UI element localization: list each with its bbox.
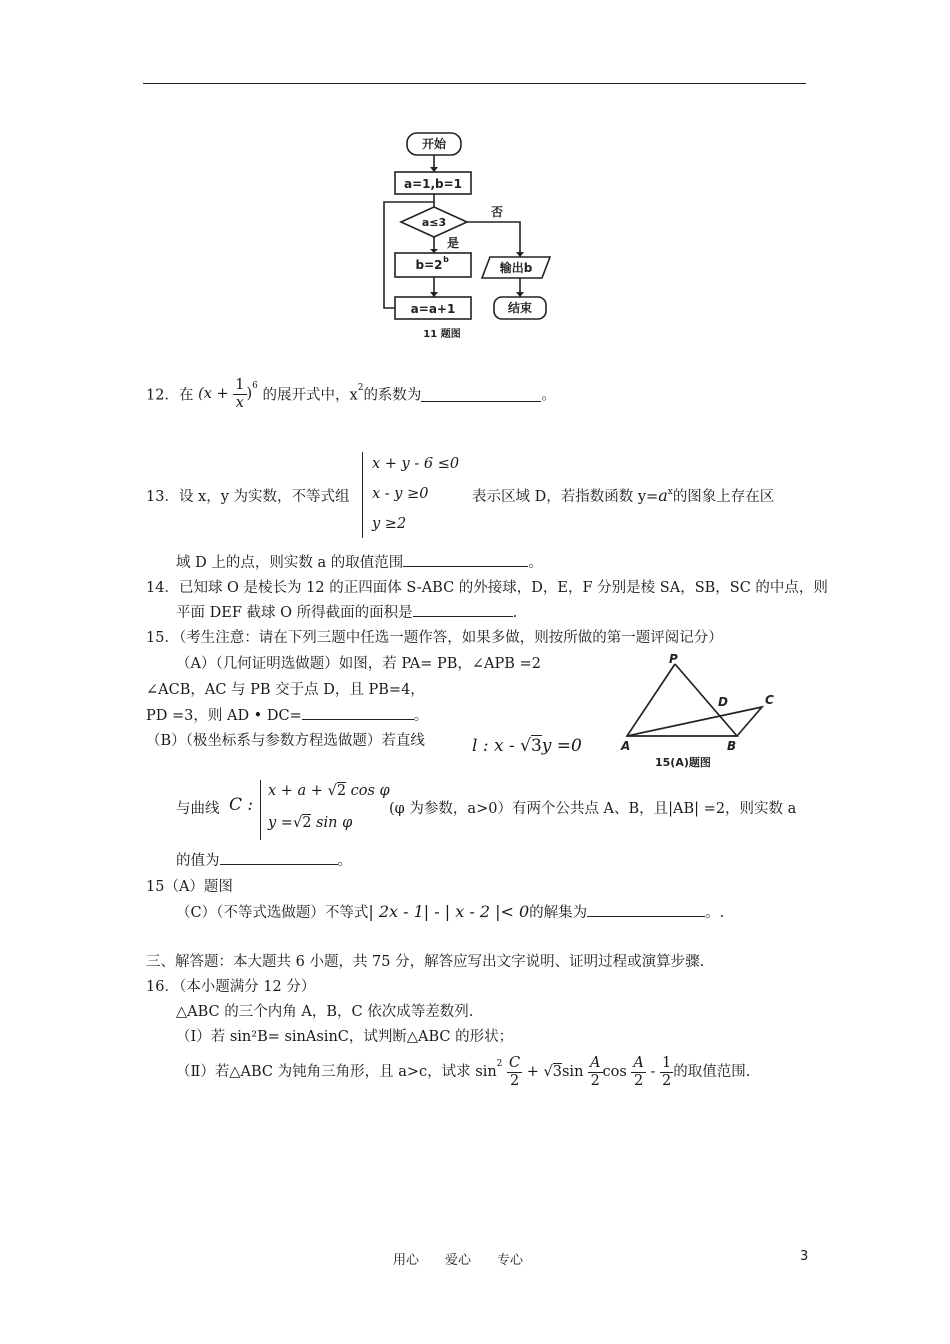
q14-line2 <box>176 601 517 622</box>
q13-base: a <box>658 486 668 505</box>
q16-line1: △ABC 的三个内角 A，B，C 依次成等差数列. <box>176 1004 474 1020</box>
q13-line2-end: 。 <box>528 555 543 571</box>
q13-ineq3: y ≥2 <box>372 516 407 532</box>
q13-lead: 13．设 x，y 为实数，不等式组 <box>146 489 350 505</box>
flow-caption: 11 题图 <box>423 329 461 340</box>
q16-rad: 3 <box>552 1064 562 1080</box>
q16-plus: + <box>526 1064 539 1080</box>
q15-b1-line-eq: l : x - √3y =0 <box>472 736 582 756</box>
q15-b2-tail: (φ 为参数，a>0）有两个公共点 A、B，且|AB| =2，则实数 a <box>389 801 797 817</box>
q15-line-eq-lead: l : x - <box>472 736 515 756</box>
q13-system-brace <box>362 452 369 538</box>
q12-exp: 6 <box>252 381 258 392</box>
q16-part1: （Ⅰ）若 sin²B= sinAsinC，试判断△ABC 的形状； <box>176 1029 514 1045</box>
q15-eq2-rad: 2 <box>302 815 312 831</box>
fig-label-b: B <box>727 739 737 753</box>
q15-c1-math: | 2x - 1| - | x - 2 |< 0 <box>368 902 530 921</box>
q15-a3 <box>146 704 428 725</box>
q15-c1 <box>176 901 724 922</box>
q15-a2: ∠ACB，AC 与 PB 交于点 D，且 PB=4， <box>146 682 425 698</box>
flow-assign-text: b=2 <box>415 258 443 272</box>
flow-assign-exp: b <box>443 255 449 264</box>
q15a-answer-blank <box>302 705 414 720</box>
flow-init-text: a=1,b=1 <box>403 177 463 191</box>
q13-mid <box>472 485 774 506</box>
section3-heading: 三、解答题：本大题共 6 小题，共 75 分，解答应写出文字说明、证明过程或演算步骤. <box>146 954 705 970</box>
q15-c1-text: （C）（不等式选做题）不等式 <box>176 905 369 921</box>
figure-15a <box>615 652 795 772</box>
q15-curve-eq1: x + a + √2 cos φ <box>268 783 390 799</box>
page-number: 3 <box>800 1249 809 1264</box>
q12-pre: (x + <box>198 386 229 403</box>
q15-a3-text: PD =3，则 AD • DC= <box>146 708 302 724</box>
q15-eq1-a: x + a + <box>268 783 323 799</box>
q13-answer-blank <box>403 552 528 567</box>
q12-frac: $\frac{1}{x}$ <box>235 377 245 411</box>
q16-minus: - <box>650 1064 656 1080</box>
q12-answer-blank <box>421 387 541 402</box>
q12-post: ) <box>246 386 253 403</box>
fig-caption: 15(A)题图 <box>655 756 711 769</box>
flow-output-text: 输出b <box>499 261 533 275</box>
q15-b3 <box>176 849 352 870</box>
q15-curve-eq2: y =√2 sin φ <box>268 815 353 831</box>
q15-line-eq-rad: 3 <box>530 736 542 756</box>
q14-line2-end: . <box>512 605 518 621</box>
q15-eq2-a: y = <box>268 815 293 831</box>
q16-sin: sin <box>561 1064 584 1080</box>
flow-start-text: 开始 <box>421 137 447 151</box>
q13-ineq1: x + y - 6 ≤0 <box>372 456 460 472</box>
flow-cond-text: a≤3 <box>421 216 447 229</box>
flow-end-text: 结束 <box>507 301 533 315</box>
q13-mid-text: 表示区域 D，若指数函数 y= <box>472 489 659 505</box>
q15-c1-tail: 的解集为 <box>529 905 588 921</box>
question-12 <box>146 377 556 425</box>
q15-fig-caption-line: 15（A）题图 <box>146 879 233 895</box>
flow-inc-text: a=a+1 <box>410 302 456 316</box>
q12-text2: 的系数为 <box>363 387 422 404</box>
q13-line2-text: 域 D 上的点，则实数 a 的取值范围 <box>176 555 404 571</box>
header-rule <box>143 83 806 84</box>
q14-line1: 14．已知球 O 是棱长为 12 的正四面体 S-ABC 的外接球，D，E，F 分别是棱 SA，SB，SC 的中点，则 <box>146 580 828 596</box>
q16-part2 <box>176 1049 750 1095</box>
q16-sqrt: √3 <box>543 1064 562 1080</box>
q15-b2-c: C : <box>229 795 254 815</box>
q15-b3-text: 的值为 <box>176 853 220 869</box>
q16-part2-lead: （Ⅱ）若△ABC 为钝角三角形，且 a>c，试求 <box>176 1064 471 1080</box>
flowchart-11 <box>370 125 570 350</box>
q16-frac-half: $\frac{1}{2}$ <box>662 1054 672 1089</box>
q15-eq2-b: sin φ <box>316 815 353 831</box>
q16-frac-c: $\frac{C}{2}$ <box>509 1054 521 1089</box>
q15-b2-lead: 与曲线 <box>176 801 220 817</box>
q16-frac-a2: $\frac{A}{2}$ <box>633 1054 644 1089</box>
q15-a1: （A）（几何证明选做题）如图，若 PA= PB，∠APB =2 <box>176 656 541 672</box>
q13-ineq2: x - y ≥0 <box>372 486 429 502</box>
segment-acb <box>627 707 762 736</box>
q15-eq1-b: cos φ <box>350 783 390 799</box>
q15c-answer-blank <box>587 902 705 917</box>
q15-curve-brace <box>260 780 266 840</box>
footer-motto: 用心 爱心 专心 <box>393 1253 524 1268</box>
fig-label-p: P <box>669 652 678 666</box>
q15-line-eq-rest: y =0 <box>541 736 582 756</box>
q16-sin2-exp: 2 <box>496 1059 503 1069</box>
q15-a3-end: 。 <box>413 708 429 724</box>
fig-label-c: C <box>765 693 774 707</box>
q16-frac-a: $\frac{A}{2}$ <box>590 1054 601 1089</box>
q12-end: 。 <box>541 387 556 404</box>
q15b-answer-blank <box>220 850 338 865</box>
q16-head: 16．（本小题满分 12 分） <box>146 979 316 995</box>
fig-label-a: A <box>621 739 631 753</box>
q12-text-exp: 2 <box>357 383 364 394</box>
fig-label-d: D <box>718 695 728 709</box>
flow-no-label: 否 <box>490 205 504 219</box>
q15-b1 <box>146 729 425 750</box>
q14-line2-text: 平面 DEF 截球 O 所得截面的面积是 <box>176 605 413 621</box>
q13-base-exp: x <box>667 487 673 497</box>
q15-b1-text: （B）（极坐标系与参数方程选做题）若直线 <box>146 733 425 749</box>
q16-cos: cos <box>602 1064 627 1080</box>
q15-eq1-rad: 2 <box>336 783 347 799</box>
q13-line2 <box>176 551 543 572</box>
q12-num: 12．在 <box>146 387 194 404</box>
q16-part2-tail: 的取值范围. <box>673 1064 751 1080</box>
q15-head: 15．（考生注意：请在下列三题中任选一题作答，如果多做，则按所做的第一题评阅记分） <box>146 630 723 646</box>
q13-tail: 的图象上存在区 <box>672 489 775 505</box>
q12-text: 的展开式中，x <box>262 387 358 404</box>
q15-b3-end: 。 <box>337 853 352 869</box>
flow-yes-label: 是 <box>446 236 460 250</box>
q14-answer-blank <box>413 602 513 617</box>
q15-c1-end: 。. <box>705 905 725 921</box>
q16-sin2: sin <box>475 1064 497 1080</box>
